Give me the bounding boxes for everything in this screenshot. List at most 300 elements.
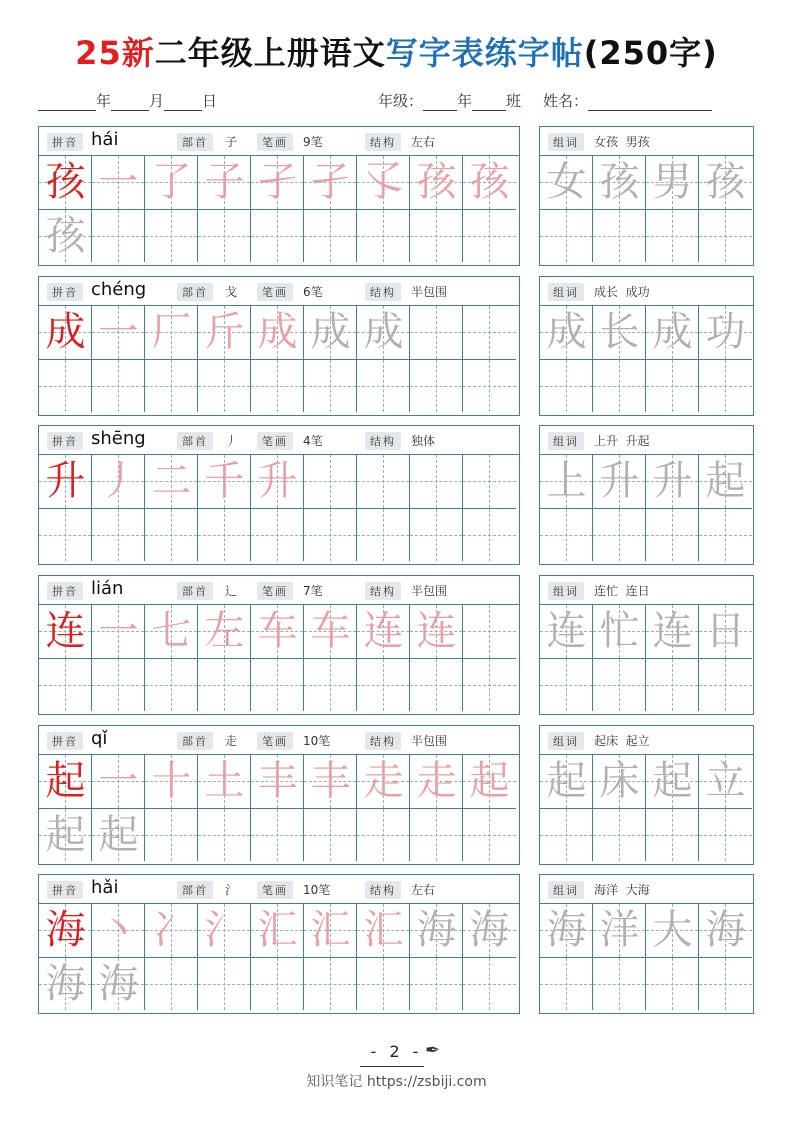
structure-value: 半包围 <box>411 584 448 598</box>
words-tag: 组词 <box>548 582 584 600</box>
words-panel <box>539 276 754 416</box>
trace-character <box>463 659 516 712</box>
word-grid-cell[interactable] <box>593 957 646 1010</box>
grid-cell[interactable] <box>463 306 516 359</box>
word-trace-character: 大 <box>652 907 693 953</box>
grid-cell[interactable] <box>251 209 304 262</box>
trace-character <box>410 509 463 562</box>
grid-cell[interactable] <box>463 808 516 861</box>
word-grid-cell[interactable] <box>699 904 752 957</box>
grid-cell[interactable] <box>304 156 357 209</box>
word-grid-cell[interactable] <box>699 156 752 209</box>
grid-cell[interactable] <box>39 957 92 1010</box>
grid-cell[interactable] <box>92 605 145 658</box>
grid-cell[interactable] <box>92 755 145 808</box>
word-trace-character: 女 <box>546 159 587 205</box>
year-label: 年 <box>96 92 112 110</box>
character-header <box>39 277 519 306</box>
word-trace-character <box>540 210 593 263</box>
words-panel <box>539 575 754 715</box>
grid-cell[interactable] <box>39 605 92 658</box>
word-grid-cell[interactable] <box>646 508 699 561</box>
radical-tag: 部首 <box>177 582 213 600</box>
grid-cell[interactable] <box>198 605 251 658</box>
word-trace-character <box>540 509 593 562</box>
word-grid-cell[interactable] <box>646 658 699 711</box>
grid-cell[interactable] <box>410 455 463 508</box>
trace-character: 升 <box>257 458 298 504</box>
trace-character <box>198 509 251 562</box>
grid-cell[interactable] <box>198 508 251 561</box>
radical-tag: 部首 <box>177 881 213 899</box>
trace-character <box>251 809 304 862</box>
grid-cell[interactable] <box>463 658 516 711</box>
grid-cell[interactable] <box>304 455 357 508</box>
word-trace-character <box>646 958 699 1011</box>
words-value: 女孩 男孩 <box>594 135 650 149</box>
grid-cell[interactable] <box>92 658 145 711</box>
grid-cell[interactable] <box>92 455 145 508</box>
grid-cell[interactable] <box>357 156 410 209</box>
grid-cell[interactable] <box>410 209 463 262</box>
grid-cell[interactable] <box>304 755 357 808</box>
trace-character <box>304 360 357 413</box>
word-trace-character: 上 <box>546 458 587 504</box>
grid-cell[interactable] <box>463 508 516 561</box>
words-value: 起床 起立 <box>594 734 650 748</box>
grid-cell[interactable] <box>357 808 410 861</box>
word-grid-cell[interactable] <box>699 957 752 1010</box>
grid-cell[interactable] <box>198 156 251 209</box>
grid-cell[interactable] <box>92 808 145 861</box>
grid-cell[interactable] <box>39 508 92 561</box>
trace-character <box>304 659 357 712</box>
grid-cell[interactable] <box>251 605 304 658</box>
pinyin-tag: 拼音 <box>47 582 83 600</box>
word-grid-cell[interactable] <box>540 605 593 658</box>
class-blank[interactable] <box>472 96 506 111</box>
trace-character <box>92 210 145 263</box>
practice-block <box>38 276 754 416</box>
word-grid-cell[interactable] <box>540 957 593 1010</box>
grid-cell[interactable] <box>145 605 198 658</box>
word-grid-cell[interactable] <box>646 359 699 412</box>
grid-cell[interactable] <box>410 605 463 658</box>
word-grid-cell[interactable] <box>540 808 593 861</box>
trace-character: 车 <box>257 608 298 654</box>
grid-cell[interactable] <box>198 209 251 262</box>
trace-character <box>251 509 304 562</box>
word-grid-cell[interactable] <box>646 156 699 209</box>
character-panel <box>38 276 520 416</box>
trace-character <box>463 455 516 508</box>
trace-character: 孩 <box>416 159 457 205</box>
pinyin-value: hǎi <box>91 877 119 898</box>
trace-character: 连 <box>363 608 404 654</box>
class-year-label: 年 <box>457 92 473 110</box>
word-grid-cell[interactable] <box>699 508 752 561</box>
grid-cell[interactable] <box>92 306 145 359</box>
strokes-tag: 笔画 <box>257 133 293 151</box>
strokes-value: 10笔 <box>303 883 331 897</box>
grid-cell[interactable] <box>145 957 198 1010</box>
word-grid-cell[interactable] <box>699 658 752 711</box>
words-value: 海洋 大海 <box>594 883 650 897</box>
word-trace-character <box>646 360 699 413</box>
trace-character <box>198 210 251 263</box>
grid-cell[interactable] <box>357 658 410 711</box>
trace-character <box>198 958 251 1011</box>
grid-cell[interactable] <box>145 808 198 861</box>
word-trace-character <box>699 509 752 562</box>
character-panel <box>38 725 520 865</box>
word-trace-character: 男 <box>652 159 693 205</box>
word-grid-cell[interactable] <box>646 455 699 508</box>
grid-cell[interactable] <box>39 808 92 861</box>
word-trace-character: 成 <box>652 309 693 355</box>
strokes-tag: 笔画 <box>257 881 293 899</box>
word-trace-character <box>699 210 752 263</box>
grid-cell[interactable] <box>357 605 410 658</box>
grid-cell[interactable] <box>357 904 410 957</box>
grid-cell[interactable] <box>92 957 145 1010</box>
grid-cell[interactable] <box>39 359 92 412</box>
trace-character <box>39 509 92 562</box>
word-trace-character <box>646 210 699 263</box>
grid-cell[interactable] <box>463 755 516 808</box>
grid-cell[interactable] <box>251 306 304 359</box>
word-trace-character: 忙 <box>599 608 640 654</box>
trace-character <box>304 958 357 1011</box>
grid-cell[interactable] <box>145 209 198 262</box>
words-value: 上升 升起 <box>594 434 650 448</box>
footer-underline <box>360 1066 424 1067</box>
grid-cell[interactable] <box>198 658 251 711</box>
character-panel <box>38 874 520 1014</box>
grid-cell[interactable] <box>251 808 304 861</box>
word-grid-cell[interactable] <box>540 306 593 359</box>
trace-character <box>145 809 198 862</box>
grid-cell[interactable] <box>463 455 516 508</box>
grid-cell[interactable] <box>92 904 145 957</box>
trace-character: 一 <box>98 309 139 355</box>
structure-value: 半包围 <box>411 734 448 748</box>
strokes-tag: 笔画 <box>257 582 293 600</box>
grid-cell[interactable] <box>304 658 357 711</box>
year-blank[interactable] <box>38 96 96 111</box>
character-header <box>39 726 519 755</box>
words-tag: 组词 <box>548 732 584 750</box>
grid-cell[interactable] <box>251 755 304 808</box>
word-trace-character: 成 <box>546 309 587 355</box>
day-blank[interactable] <box>164 96 202 111</box>
grid-cell[interactable] <box>145 359 198 412</box>
trace-character: 走 <box>416 758 457 804</box>
grid-cell[interactable] <box>410 658 463 711</box>
character-header <box>39 875 519 904</box>
word-grid-cell[interactable] <box>593 209 646 262</box>
trace-character <box>304 455 357 508</box>
trace-character <box>463 809 516 862</box>
words-header <box>540 875 753 904</box>
structure-tag: 结构 <box>365 432 401 450</box>
words-header <box>540 726 753 755</box>
trace-character: 十 <box>151 758 192 804</box>
trace-character: 孑 <box>257 159 298 205</box>
grid-cell[interactable] <box>357 957 410 1010</box>
trace-character: 汇 <box>363 907 404 953</box>
pinyin-tag: 拼音 <box>47 432 83 450</box>
grid-cell[interactable] <box>251 156 304 209</box>
grid-cell[interactable] <box>39 658 92 711</box>
grid-cell[interactable] <box>357 455 410 508</box>
character-header <box>39 127 519 156</box>
word-grid-cell[interactable] <box>699 209 752 262</box>
word-grid-cell[interactable] <box>646 904 699 957</box>
grid-cell[interactable] <box>251 508 304 561</box>
word-grid-cell[interactable] <box>699 455 752 508</box>
grid-cell[interactable] <box>357 508 410 561</box>
trace-character: 海 <box>416 907 457 953</box>
grid-cell[interactable] <box>251 455 304 508</box>
trace-character <box>251 958 304 1011</box>
grid-cell[interactable] <box>145 658 198 711</box>
grid-cell[interactable] <box>410 755 463 808</box>
word-grid-cell[interactable] <box>540 508 593 561</box>
practice-block <box>38 725 754 865</box>
strokes-tag: 笔画 <box>257 432 293 450</box>
grid-cell[interactable] <box>410 306 463 359</box>
grid-cell[interactable] <box>92 508 145 561</box>
word-grid-cell[interactable] <box>593 658 646 711</box>
word-trace-character: 孩 <box>705 159 746 205</box>
word-grid-cell[interactable] <box>540 904 593 957</box>
grid-cell[interactable] <box>304 957 357 1010</box>
trace-character: 车 <box>310 608 351 654</box>
grid-cell[interactable] <box>463 605 516 658</box>
grid-cell[interactable] <box>39 306 92 359</box>
trace-character: 左 <box>204 608 245 654</box>
grid-cell[interactable] <box>410 904 463 957</box>
month-blank[interactable] <box>111 96 149 111</box>
model-character: 起 <box>45 758 86 804</box>
word-trace-character <box>593 659 646 712</box>
trace-character <box>304 210 357 263</box>
word-grid-cell[interactable] <box>540 755 593 808</box>
grid-cell[interactable] <box>304 359 357 412</box>
word-grid-cell[interactable] <box>593 508 646 561</box>
word-trace-character <box>699 360 752 413</box>
word-grid-cell[interactable] <box>699 306 752 359</box>
grid-cell[interactable] <box>410 359 463 412</box>
word-trace-character <box>593 509 646 562</box>
model-character: 连 <box>45 608 86 654</box>
name-blank[interactable] <box>588 96 712 111</box>
trace-character <box>410 659 463 712</box>
word-grid-cell[interactable] <box>646 605 699 658</box>
trace-character: 氵 <box>204 907 245 953</box>
word-trace-character: 海 <box>546 907 587 953</box>
grid-cell[interactable] <box>304 808 357 861</box>
word-grid-cell[interactable] <box>646 808 699 861</box>
grid-cell[interactable] <box>198 359 251 412</box>
pinyin-tag: 拼音 <box>47 283 83 301</box>
strokes-value: 7笔 <box>303 584 323 598</box>
grid-cell[interactable] <box>39 209 92 262</box>
trace-character <box>463 210 516 263</box>
grid-cell[interactable] <box>39 904 92 957</box>
grid-cell[interactable] <box>410 957 463 1010</box>
trace-character: 一 <box>98 758 139 804</box>
strokes-value: 9笔 <box>303 135 323 149</box>
grid-cell[interactable] <box>410 808 463 861</box>
trace-character <box>145 659 198 712</box>
grade-blank[interactable] <box>423 96 457 111</box>
grid-cell[interactable] <box>304 306 357 359</box>
structure-value: 左右 <box>411 883 436 897</box>
grid-cell[interactable] <box>198 306 251 359</box>
title-part2: 二年级上册语文 <box>154 34 386 72</box>
grid-cell[interactable] <box>198 755 251 808</box>
word-trace-character <box>699 809 752 862</box>
grid-cell[interactable] <box>145 508 198 561</box>
trace-character: 一 <box>98 608 139 654</box>
grid-cell[interactable] <box>92 359 145 412</box>
grid-cell[interactable] <box>198 957 251 1010</box>
name-label: 姓名： <box>543 92 589 110</box>
grid-cell[interactable] <box>145 156 198 209</box>
practice-block <box>38 874 754 1014</box>
grid-cell[interactable] <box>198 808 251 861</box>
trace-character: 海 <box>45 961 86 1007</box>
grid-cell[interactable] <box>145 755 198 808</box>
word-grid-cell[interactable] <box>593 808 646 861</box>
word-grid-cell[interactable] <box>540 359 593 412</box>
grid-cell[interactable] <box>410 508 463 561</box>
pinyin-tag: 拼音 <box>47 133 83 151</box>
word-grid-cell[interactable] <box>540 209 593 262</box>
radical-tag: 部首 <box>177 283 213 301</box>
word-grid-cell[interactable] <box>540 156 593 209</box>
trace-character: 起 <box>98 812 139 858</box>
word-grid-cell[interactable] <box>593 306 646 359</box>
radical-value: 丿 <box>225 434 238 448</box>
word-grid-cell[interactable] <box>699 808 752 861</box>
grid-cell[interactable] <box>357 306 410 359</box>
word-grid-cell[interactable] <box>646 209 699 262</box>
grid-cell[interactable] <box>145 306 198 359</box>
word-trace-character: 升 <box>599 458 640 504</box>
word-grid-cell[interactable] <box>646 306 699 359</box>
class-fields <box>378 90 712 111</box>
word-grid-cell[interactable] <box>699 755 752 808</box>
grid-cell[interactable] <box>304 209 357 262</box>
grid-cell[interactable] <box>251 658 304 711</box>
grid-cell[interactable] <box>463 209 516 262</box>
word-trace-character: 长 <box>599 309 640 355</box>
trace-character <box>92 509 145 562</box>
word-grid-cell[interactable] <box>593 755 646 808</box>
word-trace-character: 床 <box>599 758 640 804</box>
words-panel <box>539 725 754 865</box>
trace-character <box>463 306 516 359</box>
word-grid-cell[interactable] <box>593 156 646 209</box>
grid-cell[interactable] <box>198 455 251 508</box>
trace-character <box>357 210 410 263</box>
radical-tag: 部首 <box>177 432 213 450</box>
pinyin-value: qǐ <box>91 728 108 749</box>
trace-character: 二 <box>151 458 192 504</box>
model-character: 孩 <box>45 159 86 205</box>
character-panel <box>38 425 520 565</box>
grid-cell[interactable] <box>92 156 145 209</box>
grid-cell[interactable] <box>198 904 251 957</box>
class-label: 班 <box>506 92 522 110</box>
grid-cell[interactable] <box>357 209 410 262</box>
word-trace-character: 连 <box>652 608 693 654</box>
grid-cell[interactable] <box>251 957 304 1010</box>
word-grid-cell[interactable] <box>593 455 646 508</box>
grid-cell[interactable] <box>463 904 516 957</box>
trace-character: 成 <box>310 309 351 355</box>
word-grid-cell[interactable] <box>699 359 752 412</box>
grid-cell[interactable] <box>39 755 92 808</box>
grid-cell[interactable] <box>145 455 198 508</box>
grid-cell[interactable] <box>304 904 357 957</box>
grid-cell[interactable] <box>304 605 357 658</box>
grid-cell[interactable] <box>357 359 410 412</box>
grid-cell[interactable] <box>357 755 410 808</box>
word-grid-cell[interactable] <box>646 755 699 808</box>
word-grid-cell[interactable] <box>699 605 752 658</box>
word-grid-cell[interactable] <box>593 904 646 957</box>
page-number: - 2 - <box>370 1042 423 1061</box>
grid-cell[interactable] <box>304 508 357 561</box>
grid-cell[interactable] <box>92 209 145 262</box>
word-grid-cell[interactable] <box>593 359 646 412</box>
words-tag: 组词 <box>548 283 584 301</box>
trace-character: 斤 <box>204 309 245 355</box>
words-header <box>540 277 753 306</box>
words-tag: 组词 <box>548 881 584 899</box>
word-grid-cell[interactable] <box>540 658 593 711</box>
grid-cell[interactable] <box>463 359 516 412</box>
radical-value: 辶 <box>225 584 238 598</box>
grid-cell[interactable] <box>463 957 516 1010</box>
trace-character: 成 <box>363 309 404 355</box>
month-label: 月 <box>149 92 165 110</box>
grid-cell[interactable] <box>145 904 198 957</box>
model-character: 升 <box>45 458 86 504</box>
trace-character <box>39 659 92 712</box>
word-grid-cell[interactable] <box>593 605 646 658</box>
grid-cell[interactable] <box>251 904 304 957</box>
structure-value: 半包围 <box>411 285 448 299</box>
word-grid-cell[interactable] <box>540 455 593 508</box>
structure-tag: 结构 <box>365 732 401 750</box>
character-panel <box>38 575 520 715</box>
grid-cell[interactable] <box>251 359 304 412</box>
grid-cell[interactable] <box>39 156 92 209</box>
word-trace-character <box>540 958 593 1011</box>
title-part1: 25新 <box>75 34 155 72</box>
word-grid-cell[interactable] <box>646 957 699 1010</box>
grid-cell[interactable] <box>39 455 92 508</box>
structure-tag: 结构 <box>365 283 401 301</box>
grid-cell[interactable] <box>463 156 516 209</box>
trace-character: 丰 <box>310 758 351 804</box>
grid-cell[interactable] <box>410 156 463 209</box>
